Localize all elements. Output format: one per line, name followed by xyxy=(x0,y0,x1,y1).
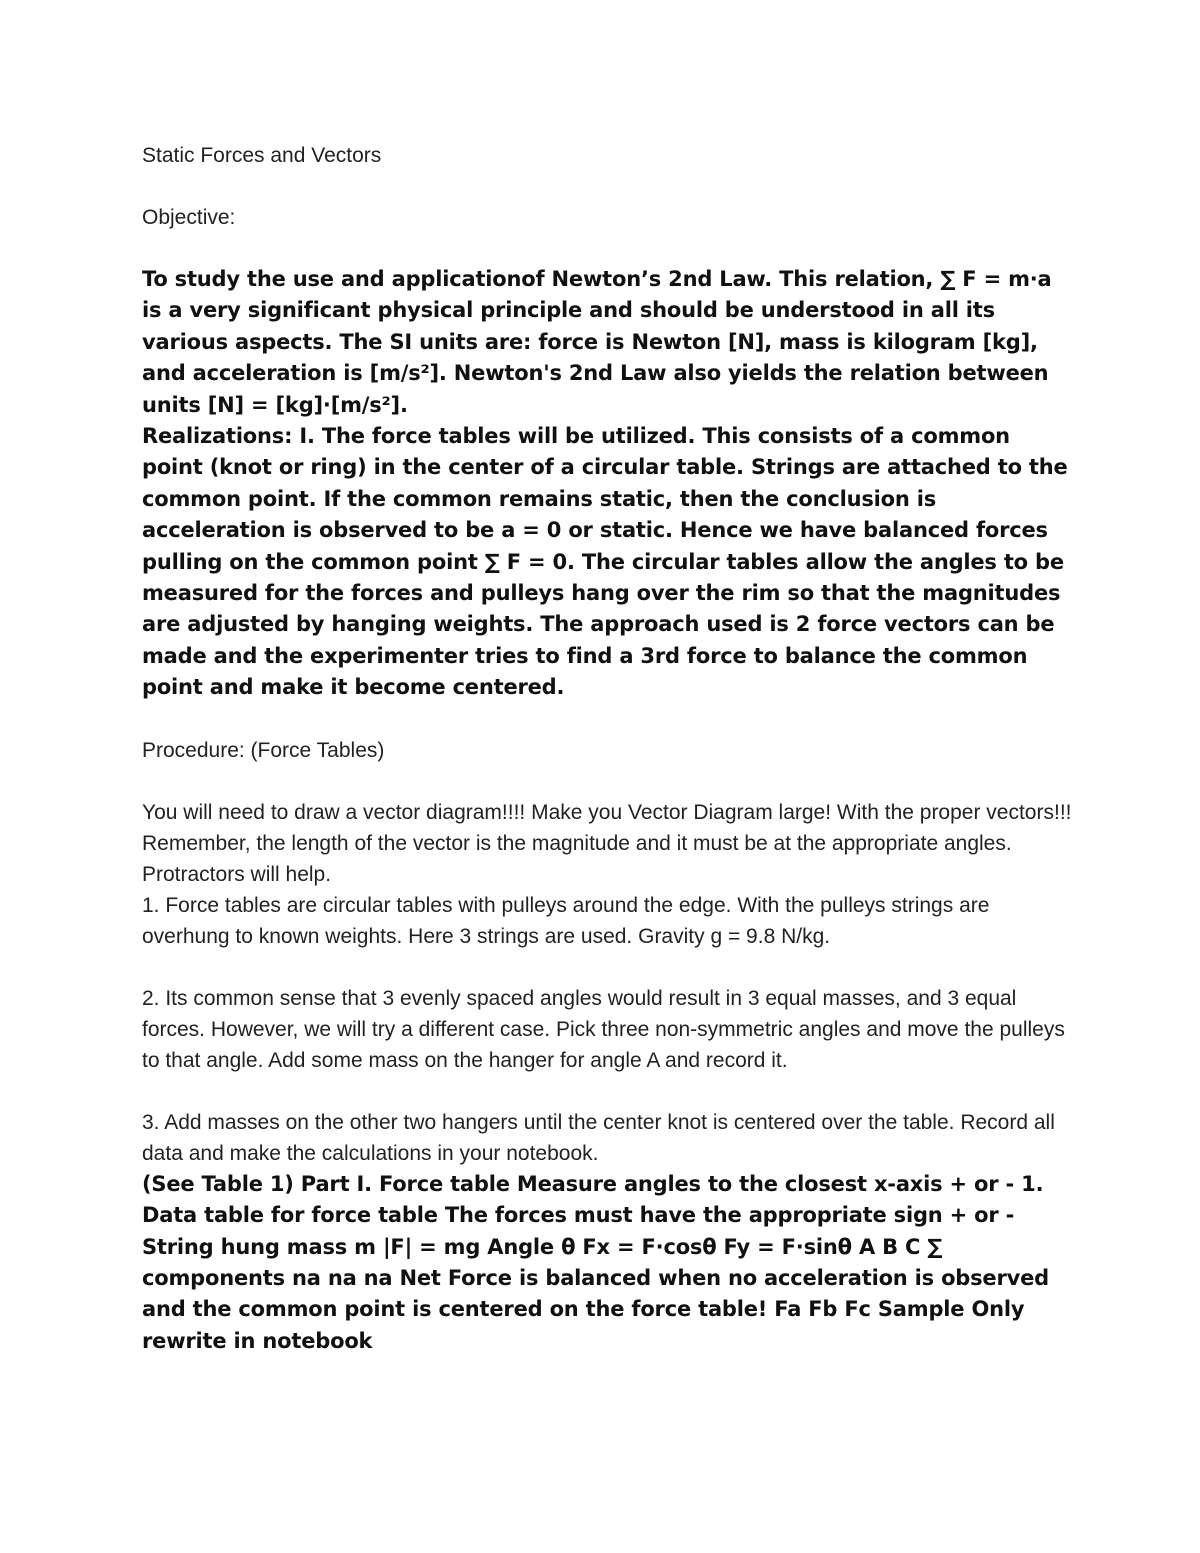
spacer xyxy=(142,766,1077,797)
realizations-text: Realizations: I. The force tables will be utilized. This consists of a common point (knot or ring) in the center of a circular table. Strings are attached to the common point. If the common remains static, then the conclusion is acceleration is observed to be a = 0 or static. Hence we have balanced forces pulling on the common point ∑ F = 0. The circular tables allow the angles to be measured for the forces and pulleys hang over the rim so that the magnitudes are adjusted by hanging weights. The approach used is 2 force vectors can be made and the experimenter tries to find a 3rd force to balance the common point and make it become centered. xyxy=(142,424,1068,700)
procedure-step-2: 2. Its common sense that 3 evenly spaced angles would result in 3 equal masses, and 3 equal forces. However, we will try a different case. Pick three non-symmetric angles and move the pulleys to that angle. Add some mass on the hanger for angle A and record it. xyxy=(142,986,1065,1072)
procedure-step-1: 1. Force tables are circular tables with pulleys around the edge. With the pulleys strings are overhung to known weights. Here 3 strings are used. Gravity g = 9.8 N/kg. xyxy=(142,893,990,948)
document-page xyxy=(142,140,1077,1357)
procedure-heading: Procedure: (Force Tables) xyxy=(142,738,385,762)
procedure-step-3: 3. Add masses on the other two hangers until the center knot is centered over the table. Record all data and make the calculations in your notebook. xyxy=(142,1110,1055,1165)
table-note: (See Table 1) Part I. Force table Measure angles to the closest x-axis + or - 1. Data table for force table The forces must have the appropriate sign + or - String hung mass m |F| = mg Angle θ Fx = F·cosθ Fy = F·sinθ A B C ∑ components na na na Net Force is balanced when no acceleration is observed and the common point is centered on the force table! Fa Fb Fc Sample Only rewrite in notebook xyxy=(142,1171,1049,1353)
spacer xyxy=(142,171,1077,202)
objective-text: To study the use and applicationof Newton’s 2nd Law. This relation, ∑ F = m·a is a very significant physical principle and should be understood in all its various aspects. The SI units are: force is Newton [N], mass is kilogram [kg], and acceleration is [m/s²]. Newton's 2nd Law also yields the relation between units [N] = [kg]·[m/s²]. xyxy=(142,267,1052,417)
document-title: Static Forces and Vectors xyxy=(142,144,382,167)
spacer xyxy=(142,233,1077,264)
spacer xyxy=(142,1076,1077,1107)
spacer xyxy=(142,952,1077,983)
procedure-intro: You will need to draw a vector diagram!!!! Make you Vector Diagram large! With the proper vectors!!! Remember, the length of the vector is the magnitude and it must be at the appropriate angles. Protractors will help. xyxy=(142,800,1072,886)
objective-heading: Objective: xyxy=(142,206,236,229)
spacer xyxy=(142,704,1077,735)
